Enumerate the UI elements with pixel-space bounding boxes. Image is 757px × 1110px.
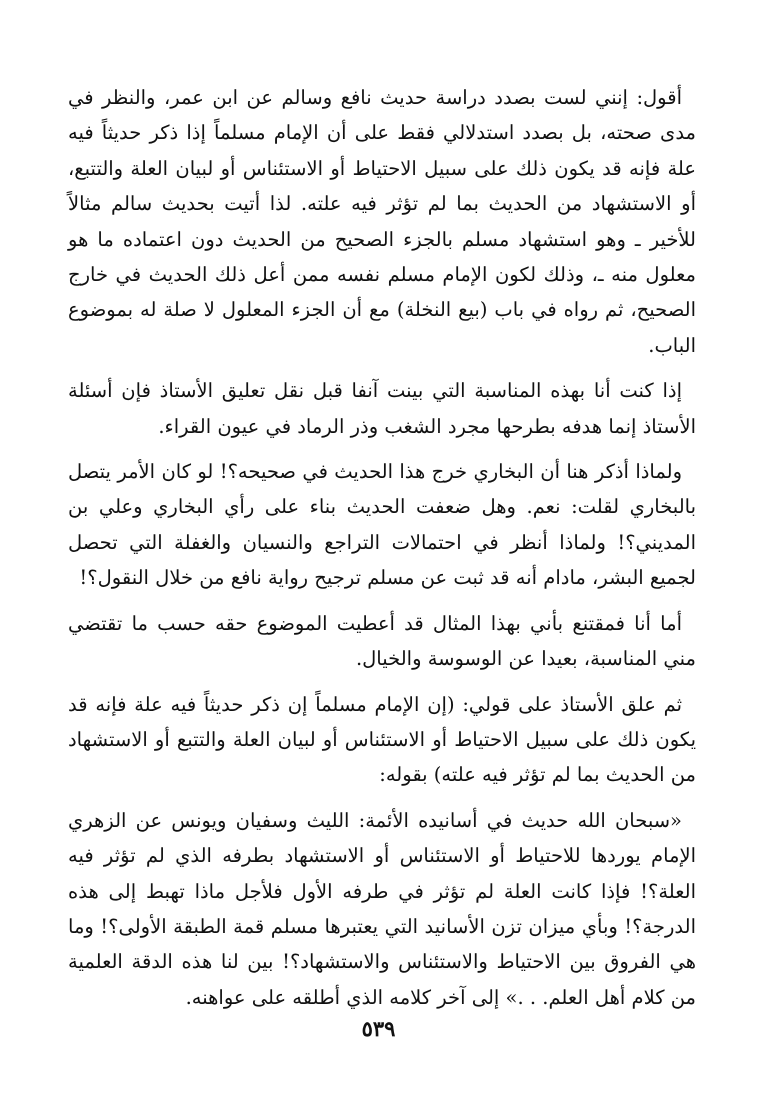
paragraph-1: أقول: إنني لست بصدد دراسة حديث نافع وسالم عن ابن عمر، والنظر في مدى صحته، بل بصدد استدلالي فقط على أن الإمام مسلماً إذا ذكر حديثاً فيه علة فإنه قد يكون ذلك على سبيل الاحتياط أو الاستئناس أو لبيان العلة والتتبع، أو الاستشهاد من الحديث بما لم تؤثر فيه علته. لذا أتيت بحديث سالم مثالاً للأخير ـ وهو استشهاد مسلم بالجزء الصحيح من الحديث دون اعتماده ما هو معلول منه ـ، وذلك لكون الإمام مسلم نفسه ممن أعل ذلك الحديث في خارج الصحيح، ثم رواه في باب (بيع النخلة) مع أن الجزء المعلول لا صلة له بموضوع الباب.: [68, 86, 696, 357]
paragraph-5: ثم علق الأستاذ على قولي: (إن الإمام مسلماً إن ذكر حديثاً فيه علة فإنه قد يكون ذلك على سبيل الاحتياط أو الاستئناس أو لبيان العلة والتتبع أو الاستشهاد من الحديث بما لم تؤثر فيه علته) بقوله:: [68, 692, 696, 787]
body-text: [68, 80, 696, 1015]
paragraph-4: أما أنا فمقتنع بأني بهذا المثال قد أعطيت الموضوع حقه حسب ما تقتضي مني المناسبة، بعيدا عن الوسوسة والخيال.: [68, 611, 696, 671]
paragraph-2: إذا كنت أنا بهذه المناسبة التي بينت آنفا قبل نقل تعليق الأستاذ فإن أسئلة الأستاذ إنما هدفه بطرحها مجرد الشغب وذر الرماد في عيون القراء.: [68, 379, 696, 438]
paragraph-3: ولماذا أذكر هنا أن البخاري خرج هذا الحديث في صحيحه؟! لو كان الأمر يتصل بالبخاري لقلت: نعم. وهل ضعفت الحديث بناء على رأي البخاري وعلي بن المديني؟! ولماذا أنظر في احتمالات التراجع والنسيان والغفلة التي تحصل لجميع البشر، مادام أنه قد ثبت عن مسلم ترجيح رواية نافع من خلال النقول؟!: [68, 460, 696, 590]
paragraph-6-quote: «سبحان الله حديث في أسانيده الأئمة: الليث وسفيان ويونس عن الزهري الإمام يوردها للاحتياط أو الاستئناس أو الاستشهاد بطرفه الذي لم تؤثر فيه العلة؟! فإذا كانت العلة لم تؤثر في طرفه الأول فلأجل ماذا تهبط إلى هذه الدرجة؟! وبأي ميزان تزن الأسانيد التي يعتبرها مسلم قمة الطبقة الأولى؟! وما هي الفروق بين الاحتياط والاستئناس والاستشهاد؟! بين لنا هذه الدقة العلمية من كلام أهل العلم. . .» إلى آخر كلامه الذي أطلقه على عواهنه.: [68, 808, 696, 1009]
page-number: ٥٣٩: [361, 1016, 396, 1041]
